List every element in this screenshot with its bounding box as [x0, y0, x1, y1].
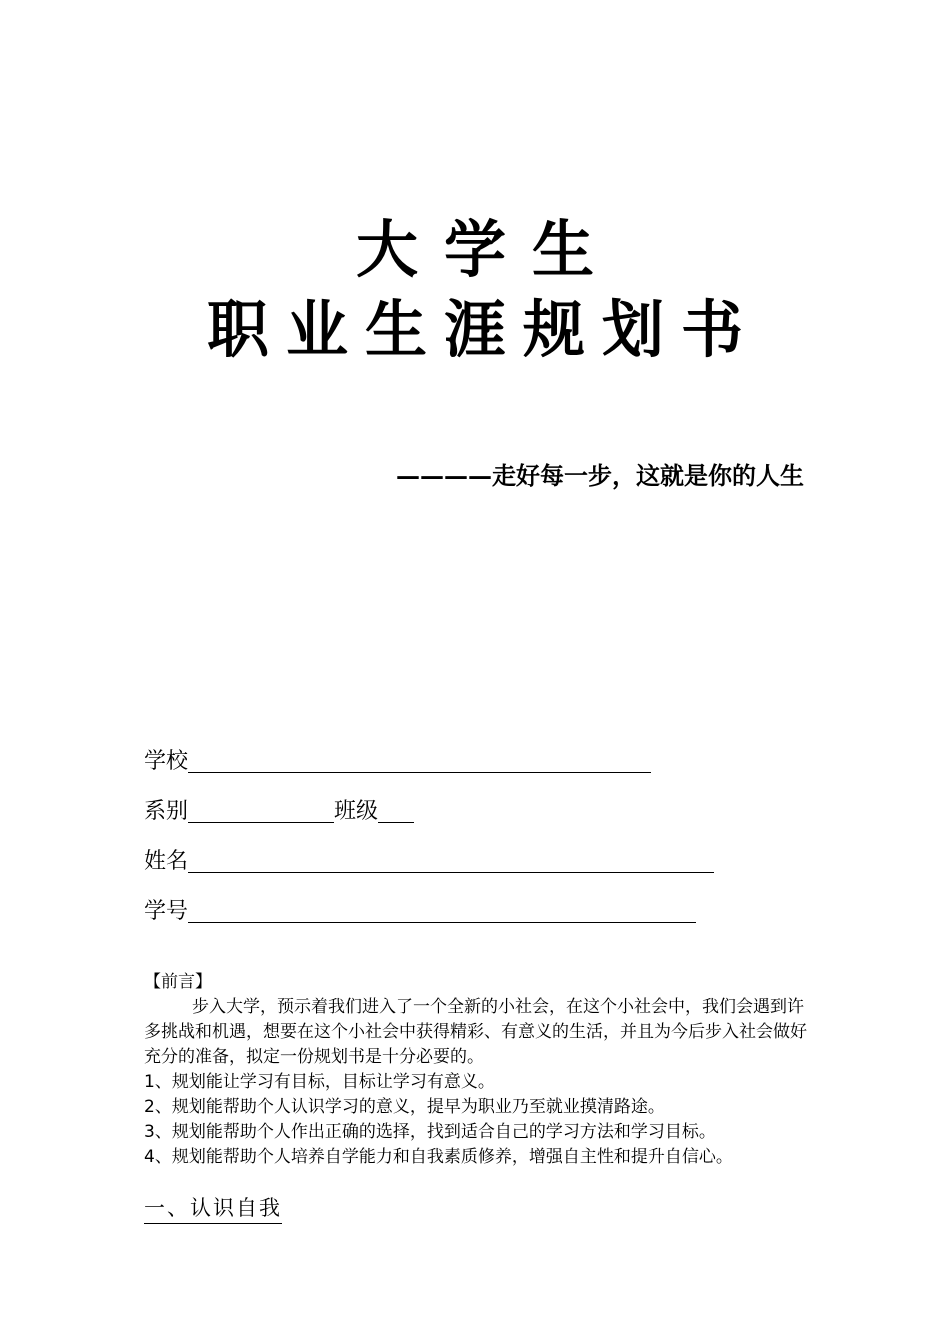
name-field — [144, 844, 714, 875]
student-id-field — [144, 894, 696, 925]
name-blank — [188, 850, 714, 873]
department-label: 系别 — [144, 799, 189, 824]
title-line-2: 职业生涯规划书 — [206, 293, 760, 366]
subtitle: ————走好每一步，这就是你的人生 — [396, 461, 804, 490]
department-blank — [188, 800, 334, 823]
section-heading: 一、认识自我 — [144, 1192, 282, 1224]
school-label: 学校 — [144, 749, 189, 774]
school-field — [144, 744, 651, 775]
preface-point: 4、规划能帮助个人培养自学能力和自我素质修养，增强自主性和提升自信心。 — [144, 1147, 733, 1167]
preface-point: 2、规划能帮助个人认识学习的意义，提早为职业乃至就业摸清路途。 — [144, 1097, 665, 1117]
title-line-1: 大学生 — [355, 213, 620, 286]
name-label: 姓名 — [144, 849, 189, 874]
school-blank — [188, 750, 651, 773]
department-class-field — [144, 794, 414, 825]
preface-point: 1、规划能让学习有目标，目标让学习有意义。 — [144, 1072, 495, 1092]
preface-point: 3、规划能帮助个人作出正确的选择，找到适合自己的学习方法和学习目标。 — [144, 1122, 716, 1142]
preface — [144, 970, 814, 1170]
preface-intro: 步入大学，预示着我们进入了一个全新的小社会，在这个小社会中，我们会遇到许多挑战和机遇，想要在这个小社会中获得精彩、有意义的生活，并且为今后步入社会做好充分的准备，拟定一份规划书是十分必要的。 — [144, 997, 807, 1067]
student-id-label: 学号 — [144, 899, 189, 924]
class-blank — [378, 800, 414, 823]
preface-heading: 【前言】 — [144, 972, 212, 992]
class-label: 班级 — [334, 799, 379, 824]
student-id-blank — [188, 900, 696, 923]
